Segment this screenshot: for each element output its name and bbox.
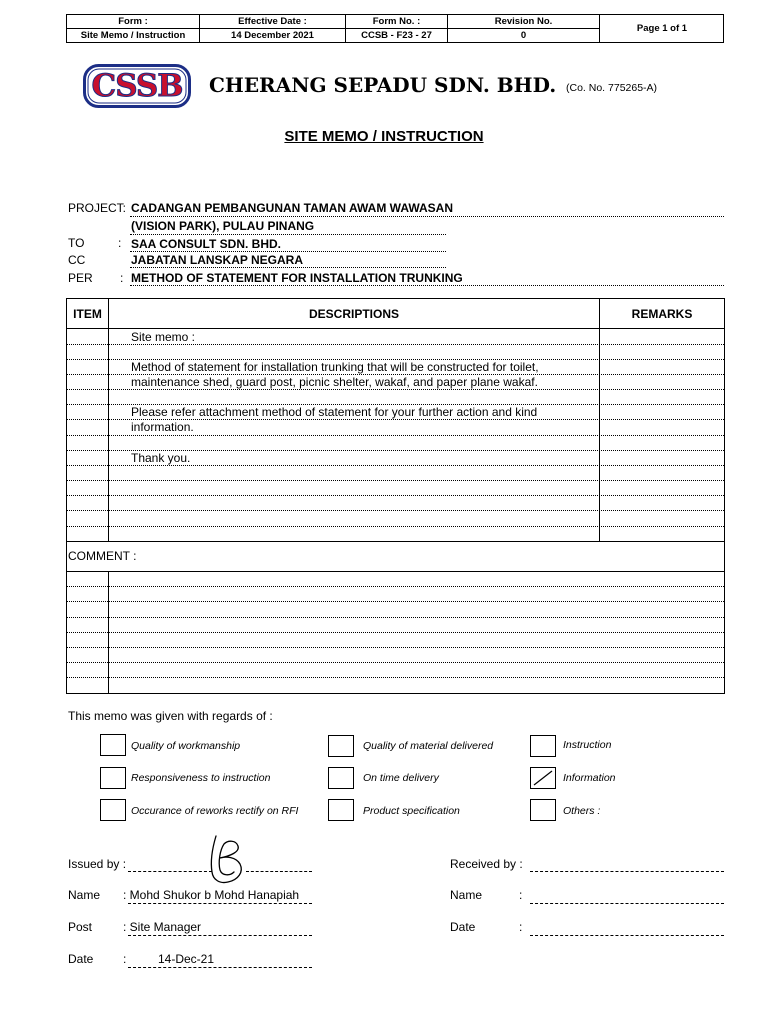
description-line: Site memo : <box>131 330 196 344</box>
remarks-header: REMARKS <box>631 307 693 321</box>
to-colon: : <box>118 236 122 250</box>
received-name-colon: : <box>519 888 523 902</box>
comment-bottom-border <box>67 571 724 572</box>
checkbox-others[interactable] <box>530 799 556 821</box>
checkbox-product-specification[interactable] <box>328 799 354 821</box>
row-separator <box>67 480 724 481</box>
received-signature-line[interactable] <box>530 871 724 872</box>
row-separator <box>67 510 724 511</box>
logo-text: CSSB <box>91 68 183 104</box>
form-header-table <box>66 14 724 43</box>
row-separator <box>67 389 724 390</box>
per-colon: : <box>120 271 124 285</box>
cc-label: CC <box>68 253 86 267</box>
page-indicator: Page 1 of 1 <box>636 23 688 34</box>
checkbox-quality-of-workmanship[interactable] <box>100 734 126 756</box>
issued-post-line <box>128 935 312 936</box>
form-value: Site Memo / Instruction <box>80 30 186 41</box>
comment-row-separator <box>67 677 724 678</box>
received-date-colon: : <box>519 920 523 934</box>
project-label: PROJECT: <box>68 201 127 215</box>
issued-name-label: Name <box>68 888 101 902</box>
revision-label: Revision No. <box>494 16 553 27</box>
checkbox-quality-of-material[interactable] <box>328 735 354 757</box>
checkbox-label: Occurance of reworks rectify on RFI <box>131 805 299 817</box>
description-line: Please refer attachment method of statement for your further action and kind <box>131 405 538 419</box>
descriptions-header: DESCRIPTIONS <box>308 307 399 321</box>
signature-image <box>200 830 250 886</box>
checkbox-information[interactable] <box>530 767 556 789</box>
to-value: SAA CONSULT SDN. BHD. <box>131 237 281 251</box>
issued-post-label: Post <box>68 920 93 934</box>
project-line-1: CADANGAN PEMBANGUNAN TAMAN AWAM WAWASAN <box>131 201 453 215</box>
cc-value: JABATAN LANSKAP NEGARA <box>131 253 304 267</box>
comment-row-separator <box>67 647 724 648</box>
company-reg-no: (Co. No. 775265-A) <box>566 82 658 94</box>
form-number-label: Form No. : <box>372 16 421 27</box>
row-separator <box>67 465 724 466</box>
checkbox-label: On time delivery <box>363 772 439 784</box>
comment-top-border <box>67 541 724 542</box>
checkbox-label: Responsiveness to instruction <box>131 772 271 784</box>
issued-date-value: 14-Dec-21 <box>158 952 215 966</box>
row-separator <box>67 435 724 436</box>
title-wrap <box>0 128 768 146</box>
checkbox-label: Quality of material delivered <box>363 740 494 752</box>
row-separator <box>67 344 724 345</box>
project-underline-1 <box>130 216 724 217</box>
effective-date-label: Effective Date : <box>238 16 307 27</box>
checkbox-instruction[interactable] <box>530 735 556 757</box>
checkbox-label: Others : <box>563 805 601 817</box>
issued-date-line <box>128 967 312 968</box>
description-line: Method of statement for installation trunking that will be constructed for toilet, <box>131 360 539 374</box>
issued-name-line <box>128 903 312 904</box>
issued-date-colon: : <box>123 952 127 966</box>
received-name-label: Name <box>450 888 483 902</box>
issued-date-label: Date <box>68 952 94 966</box>
comment-row-separator <box>67 601 724 602</box>
comment-row-separator <box>67 662 724 663</box>
checkbox-label: Information <box>563 772 616 784</box>
checkbox-label: Product specification <box>363 805 460 817</box>
per-label: PER <box>68 271 93 285</box>
comment-row-separator <box>67 632 724 633</box>
item-col-divider <box>108 299 109 541</box>
per-underline <box>130 285 724 286</box>
comment-label: COMMENT : <box>68 549 137 563</box>
project-line-2: (VISION PARK), PULAU PINANG <box>131 219 315 233</box>
received-name-line[interactable] <box>530 903 724 904</box>
effective-date-value: 14 December 2021 <box>231 30 314 41</box>
page-title: SITE MEMO / INSTRUCTION <box>284 128 484 145</box>
project-underline-2 <box>130 234 446 235</box>
to-label: TO <box>68 236 85 250</box>
row-separator <box>67 526 724 527</box>
form-label: Form : <box>118 16 148 27</box>
received-by-label: Received by : <box>450 857 523 871</box>
checkbox-on-time-delivery[interactable] <box>328 767 354 789</box>
issued-signature-line <box>246 871 312 872</box>
memo-table <box>66 298 725 694</box>
signature-graphic <box>200 830 250 886</box>
checkmark-slash-icon <box>531 768 555 788</box>
cc-underline <box>130 267 446 268</box>
description-line: Thank you. <box>131 451 191 465</box>
received-date-label: Date <box>450 920 476 934</box>
description-line: information. <box>131 420 194 434</box>
checkbox-label: Instruction <box>563 739 612 751</box>
issued-by-label: Issued by : <box>68 857 127 871</box>
remarks-col-divider <box>599 299 600 541</box>
item-header: ITEM <box>73 307 102 321</box>
form-number-value: CCSB - F23 - 27 <box>361 30 432 41</box>
issued-name-value: : Mohd Shukor b Mohd Hanapiah <box>123 888 300 902</box>
issued-post-value: : Site Manager <box>123 920 202 934</box>
per-value: METHOD OF STATEMENT FOR INSTALLATION TRUNKING <box>131 271 463 285</box>
regards-intro: This memo was given with regards of : <box>68 709 273 723</box>
company-logo <box>83 64 191 108</box>
row-separator <box>67 495 724 496</box>
comment-row-separator <box>67 586 724 587</box>
checkbox-label: Quality of workmanship <box>131 740 241 752</box>
table-header-divider <box>67 328 724 329</box>
to-underline <box>130 251 446 252</box>
company-name: CHERANG SEPADU SDN. BHD. <box>209 73 557 97</box>
description-line: maintenance shed, guard post, picnic shelter, wakaf, and paper plane wakaf. <box>131 375 538 389</box>
received-date-line[interactable] <box>530 935 724 936</box>
checkbox-reworks-rfi[interactable] <box>100 799 126 821</box>
revision-value: 0 <box>520 30 527 41</box>
comment-row-separator <box>67 617 724 618</box>
checkbox-responsiveness[interactable] <box>100 767 126 789</box>
